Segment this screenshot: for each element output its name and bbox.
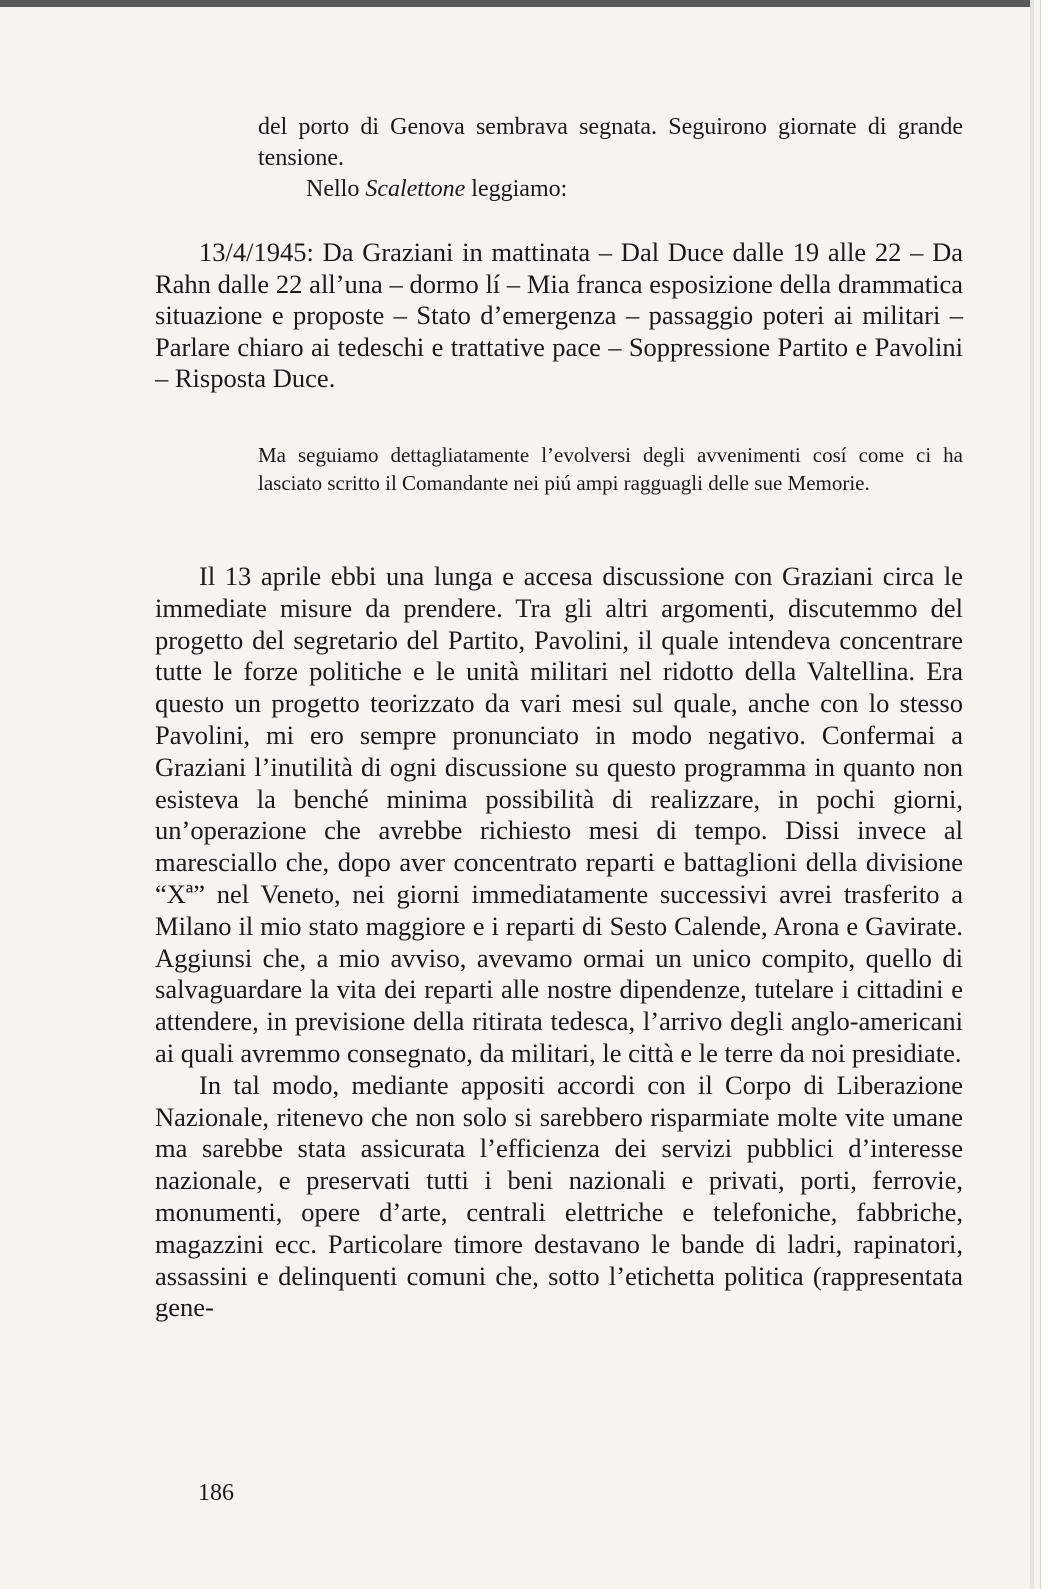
- intro-lead-suffix: leggiamo:: [465, 176, 568, 202]
- memoir-paragraph-1: Il 13 aprile ebbi una lunga e accesa discussione con Graziani circa le immediate misure da prendere. Tra gli altri argomenti, discutemmo del progetto del segretario del Partito, Pavolini, il quale intendeva concentrare tutte le forze politiche e le unità militari nel ridotto della Valtellina. Era questo un progetto teorizzato da vari mesi sul quale, anche con lo stesso Pavolini, mi ero sempre pronunciato in modo negativo. Confermai a Graziani l’inutilità di ogni discussione su questo programma in quanto non esisteva la benché minima possibilità di realizzare, in pochi giorni, un’operazione che avrebbe richiesto mesi di tempo. Dissi invece al maresciallo che, dopo aver concentrato reparti e battaglioni della divisione “Xª” nel Veneto, nei giorni immediatamente successivi avrei trasferito a Milano il mio stato maggiore e i reparti di Sesto Calende, Arona e Gavirate. Aggiunsi che, a mio avviso, avevamo ormai un unico compito, quello di salvaguardare la vita dei reparti alle nostre dipendenze, tutelare i cittadini e attendere, in previsione della ritirata tedesca, l’arrivo degli anglo-americani ai quali avremmo consegnato, da militari, le città e le terre da noi presidiate.: [155, 561, 963, 1068]
- scan-top-edge: [0, 0, 1032, 7]
- editorial-note: Ma seguiamo dettagliatamente l’evolversi degli avvenimenti cosí come ci ha lasciato scritto il Comandante nei piú ampi ragguagli delle sue Memorie.: [258, 443, 963, 495]
- memoir-block: [155, 561, 963, 1324]
- intro-paragraph: del porto di Genova sembrava segnata. Seguirono giornate di grande tensione.: [258, 114, 963, 171]
- diary-entry: 13/4/1945: Da Graziani in mattinata – Dal Duce dalle 19 alle 22 – Da Rahn dalle 22 all’una – dormo lí – Mia franca esposizione della drammatica situazione e proposte – Stato d’emergenza – passaggio poteri ai militari – Parlare chiaro ai tedeschi e trattative pace – Soppressione Partito e Pavolini – Risposta Duce.: [155, 237, 963, 393]
- diary-entry-block: [155, 237, 963, 395]
- intro-lead-prefix: Nello: [306, 176, 366, 202]
- intro-lead-italic: Scalettone: [365, 176, 466, 202]
- memoir-paragraph-2: In tal modo, mediante appositi accordi con il Corpo di Liberazione Nazionale, ritenevo che non solo si sarebbero risparmiate molte vite umane ma sarebbe stata assicurata l’efficienza dei servizi pubblici d’interesse nazionale, e preservati tutti i beni nazionali e privati, porti, ferrovie, monumenti, opere d’arte, centrali elettriche e telefoniche, fabbriche, magazzini ecc. Particolare timore destavano le bande di ladri, rapinatori, assassini e delinquenti comuni che, sotto l’etichetta politica (rappresentata gene-: [155, 1069, 963, 1323]
- page-number: 186: [198, 1480, 234, 1506]
- scan-right-edge: [1030, 0, 1034, 1589]
- intro-lead-in: [258, 174, 963, 205]
